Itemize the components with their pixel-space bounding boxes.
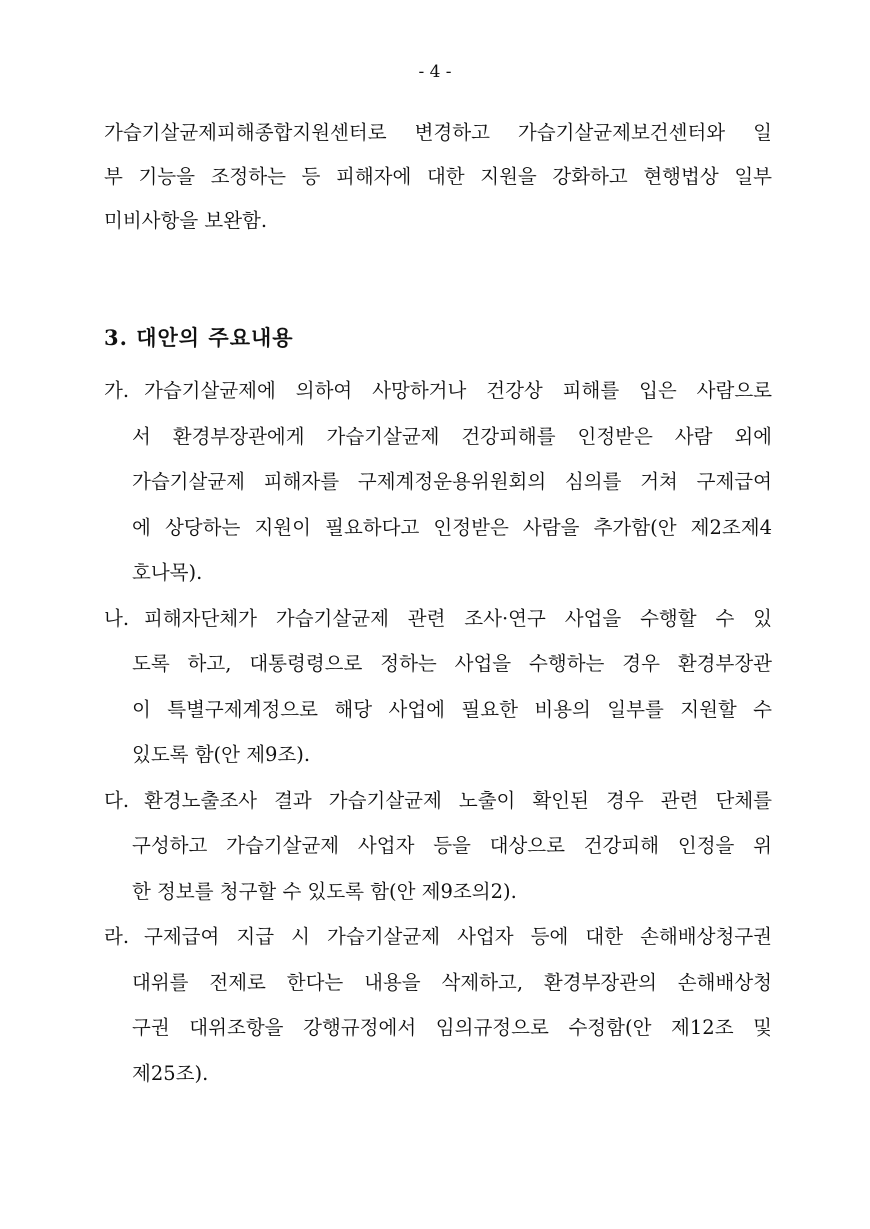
list-item-line: 도록 하고, 대통령령으로 정하는 사업을 수행하는 경우 환경부장관 [132, 652, 772, 675]
list-item-line: 한 정보를 청구할 수 있도록 함(안 제9조의2). [132, 879, 517, 903]
list-item-line: 대위를 전제로 한다는 내용을 삭제하고, 환경부장관의 손해배상청 [132, 970, 772, 994]
list-item-line: 구권 대위조항을 강행규정에서 임의규정으로 수정함(안 제12조 및 [132, 1016, 772, 1039]
list-item-line: 이 특별구제계정으로 해당 사업에 필요한 비용의 일부를 지원할 수 [132, 697, 772, 721]
list-item-line: 있도록 함(안 제9조). [132, 743, 311, 766]
list-item-line: 가습기살균제에 의하여 사망하거나 건강상 피해를 입은 사람으로 [144, 379, 772, 402]
list-item-line: 호나목). [132, 561, 203, 584]
list-item-marker: 나. [104, 606, 130, 630]
intro-line: 가습기살균제피해종합지원센터로 변경하고 가습기살균제보건센터와 일 [104, 121, 772, 144]
content-list [104, 368, 772, 1096]
list-item-line: 가습기살균제 피해자를 구제계정운용위원회의 심의를 거쳐 구제급여 [132, 470, 772, 493]
intro-line: 부 기능을 조정하는 등 피해자에 대한 지원을 강화하고 현행법상 일부 [104, 165, 772, 188]
list-item-line: 제25조). [132, 1061, 209, 1085]
intro-line: 미비사항을 보완함. [104, 209, 268, 232]
list-item-marker: 라. [104, 925, 130, 948]
list-item-marker: 가. [104, 379, 130, 402]
list-item [104, 368, 772, 596]
list-item-line: 구제급여 지급 시 가습기살균제 사업자 등에 대한 손해배상청구권 [144, 925, 772, 948]
list-item [104, 596, 772, 778]
list-item-line: 구성하고 가습기살균제 사업자 등을 대상으로 건강피해 인정을 위 [132, 834, 772, 857]
section-heading: 3. 대안의 주요내용 [104, 325, 294, 350]
list-item [104, 778, 772, 915]
list-item-marker: 다. [104, 788, 130, 812]
intro-paragraph [104, 111, 772, 243]
list-item-line: 환경노출조사 결과 가습기살균제 노출이 확인된 경우 관련 단체를 [144, 788, 772, 812]
list-item [104, 914, 772, 1096]
list-item-line: 에 상당하는 지원이 필요하다고 인정받은 사람을 추가함(안 제2조제4 [132, 515, 772, 539]
list-item-line: 서 환경부장관에게 가습기살균제 건강피해를 인정받은 사람 외에 [132, 424, 772, 448]
list-item-line: 피해자단체가 가습기살균제 관련 조사·연구 사업을 수행할 수 있 [144, 606, 772, 630]
page-number: - 4 - [418, 62, 452, 82]
